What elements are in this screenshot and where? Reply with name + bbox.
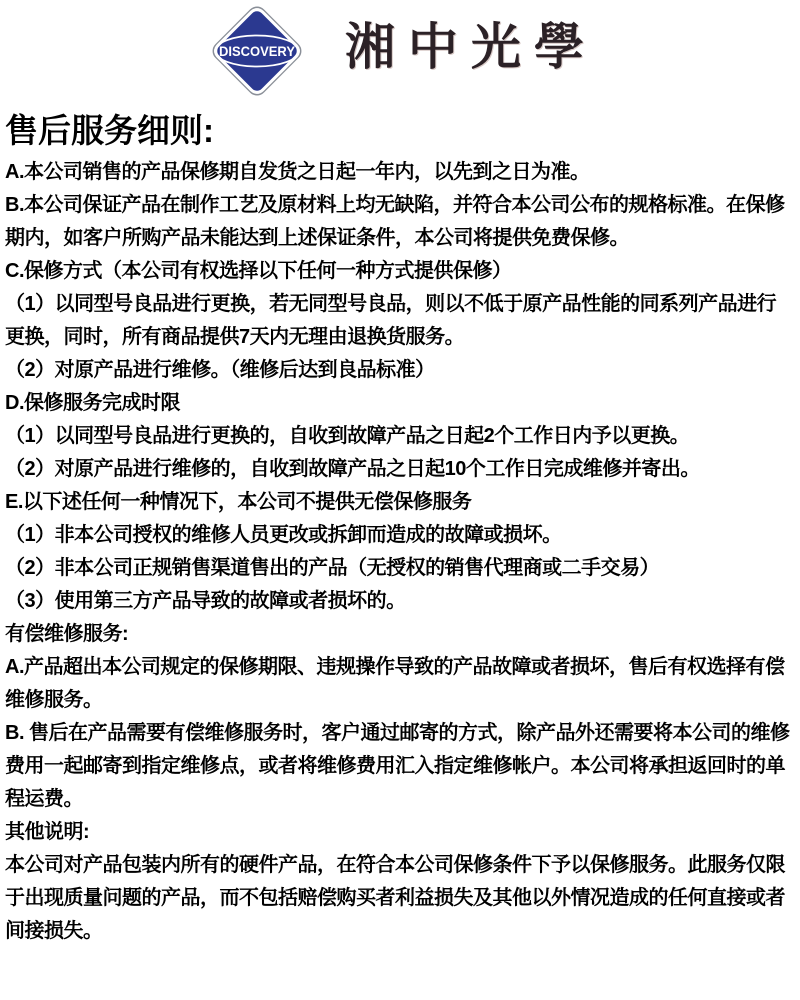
service-terms-document — [0, 114, 800, 948]
other-notes-heading: 其他说明: — [5, 820, 90, 843]
clause-warranty-period: A.本公司销售的产品保修期自发货之日起一年内，以先到之日为准。 — [5, 160, 590, 183]
clause-exclusion-channel: （2）非本公司正规销售渠道售出的产品（无授权的销售代理商或二手交易） — [5, 556, 660, 579]
other-notes-body: 本公司对产品包装内所有的硬件产品，在符合本公司保修条件下予以保修服务。此服务仅限于出现质量问题的产品，而不包括赔偿购买者利益损失及其他以外情况造成的任何直接或者间接损失。 — [5, 853, 785, 942]
clause-repair-time: （2）对原产品进行维修的，自收到故障产品之日起10个工作日完成维修并寄出。 — [5, 457, 700, 480]
clause-completion-time: D.保修服务完成时限 — [5, 391, 180, 414]
discovery-diamond-icon — [203, 5, 311, 97]
badge-label: DISCOVERY — [219, 43, 296, 59]
document-title: 售后服务细则: — [5, 112, 214, 149]
paid-repair-process: B. 售后在产品需要有偿维修服务时，客户通过邮寄的方式，除产品外还需要将本公司的维修费用一起邮寄到指定维修点，或者将维修费用汇入指定维修帐户。本公司将承担返回时的单程运费。 — [5, 721, 790, 810]
discovery-badge — [203, 5, 311, 97]
paid-repair-heading: 有偿维修服务: — [5, 622, 129, 645]
clause-repair: （2）对原产品进行维修。（维修后达到良品标准） — [5, 358, 435, 381]
clause-quality-guarantee: B.本公司保证产品在制作工艺及原材料上均无缺陷，并符合本公司公布的规格标准。在保修期内，如客户所购产品未能达到上述保证条件，本公司将提供免费保修。 — [5, 193, 785, 249]
clause-replacement-time: （1）以同型号良品进行更换的，自收到故障产品之日起2个工作日内予以更换。 — [5, 424, 690, 447]
clause-exclusion-unauthorized: （1）非本公司授权的维修人员更改或拆卸而造成的故障或损坏。 — [5, 523, 562, 546]
clause-replacement: （1）以同型号良品进行更换，若无同型号良品，则以不低于原产品性能的同系列产品进行更换，同时，所有商品提供7天内无理由退换货服务。 — [5, 292, 777, 348]
paid-repair-scope: A.产品超出本公司规定的保修期限、违规操作导致的产品故障或者损坏，售后有权选择有偿维修服务。 — [5, 655, 785, 711]
clause-exclusion-thirdparty: （3）使用第三方产品导致的故障或者损坏的。 — [5, 589, 406, 612]
brand-header — [0, 0, 800, 98]
clause-warranty-methods: C.保修方式（本公司有权选择以下任何一种方式提供保修） — [5, 259, 512, 282]
brand-name: 湘中光學 — [345, 17, 597, 76]
clause-exclusions: E.以下述任何一种情况下，本公司不提供无偿保修服务 — [5, 490, 472, 513]
